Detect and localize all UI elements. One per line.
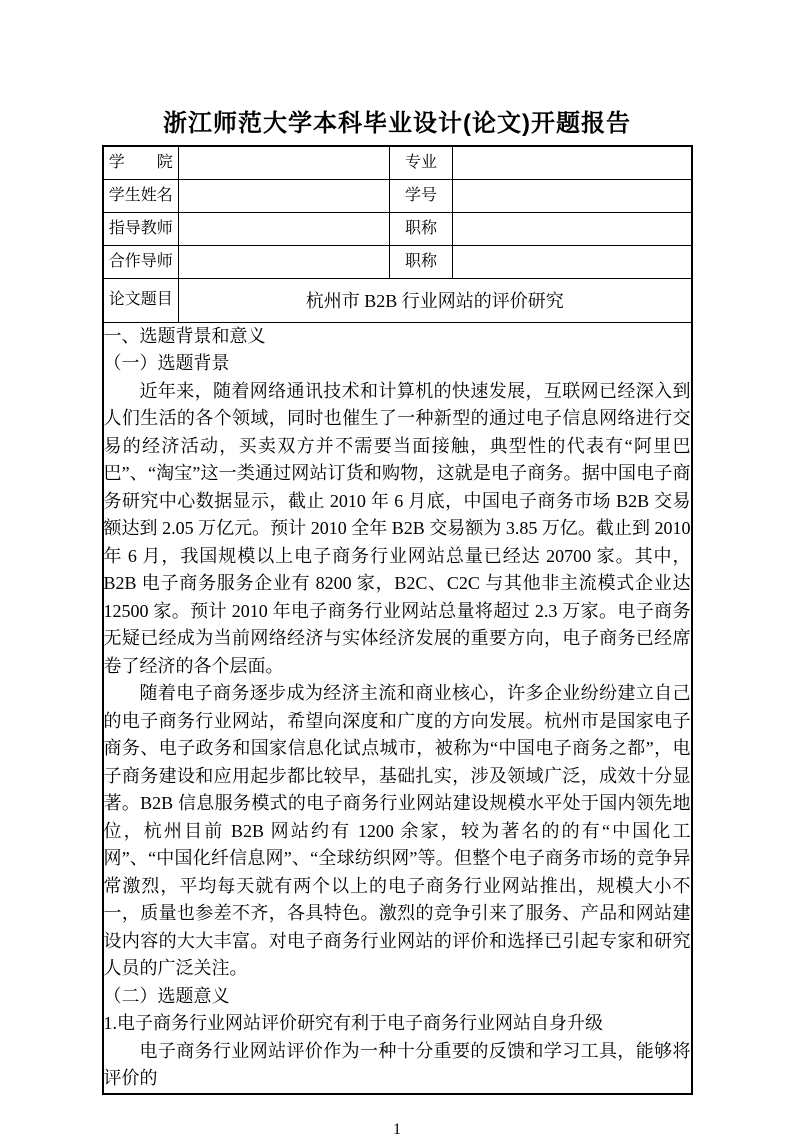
info-table [102,145,693,1095]
page-number: 1 [393,1120,401,1138]
numbered-point-website-upgrade: 1.电子商务行业网站评价研究有利于电子商务行业网站自身升级 [103,1013,603,1033]
thesis-title-label: 论文题目 [103,278,179,322]
advisor-label: 指导教师 [103,212,179,245]
content-cell [103,322,692,1094]
row-name-id [103,179,692,212]
paragraph-background-2: 随着电子商务逐步成为经济主流和商业核心，许多企业纷纷建立自己的电子商务行业网站，希望向深度和广度的方向发展。杭州市是国家电子商务、电子政务和国家信息化试点城市，被称为“中国电子商务之都”，电子商务建设和应用起步都比较早，基础扎实，涉及领域广泛，成效十分显著。B2B 信息服务模式的电子商务行业网站建设规模水平处于国内领先地位，杭州目前 B2B 网站约有 1200 余家，较为著名的的有“中国化工网”、“中国化纤信息网”、“全球纺织网”等。但整个电子商务市场的竞争异常激烈，平均每天就有两个以上的电子商务行业网站推出，规模大小不一，质量也参差不齐，各具特色。激烈的竞争引来了服务、产品和网站建设内容的大大丰富。对电子商务行业网站的评价和选择已引起专家和研究人员的广泛关注。 [103,683,691,978]
paragraph-background-1: 近年来，随着网络通讯技术和计算机的快速发展，互联网已经深入到人们生活的各个领域，同时也催生了一种新型的通过电子信息网络进行交易的经济活动，买卖双方并不需要当面接触，典型性的代表有“阿里巴巴”、“淘宝”这一类通过网站订货和购物，这就是电子商务。据中国电子商务研究中心数据显示，截止 2010 年 6 月底，中国电子商务市场 B2B 交易额达到 2.05 万亿元。预计 2010 全年 B2B 交易额为 3.85 万亿。截止到 2010 年 6 月，我国规模以上电子商务行业网站总量已经达 20700 家。其中，B2B 电子商务服务企业有 8200 家，B2C、C2C 与其他非主流模式企业达 12500 家。预计 2010 年电子商务行业网站总量将超过 2.3 万家。电子商务无疑已经成为当前网络经济与实体经济发展的重要方向，电子商务已经席卷了经济的各个层面。 [103,380,691,676]
student-name-label: 学生姓名 [103,179,179,212]
co-advisor-label: 合作导师 [103,245,179,278]
row-advisor [103,212,692,245]
student-name-value-field [179,179,390,212]
row-co-advisor [103,245,692,278]
college-label: 学 院 [103,146,179,179]
advisor-value-field [179,212,390,245]
subsection-heading-background: （一）选题背景 [103,353,230,373]
co-advisor-value-field [179,245,390,278]
major-label: 专业 [390,146,453,179]
advisor-title-label: 职称 [390,212,453,245]
student-id-label: 学号 [390,179,453,212]
section-heading-background-significance: 一、选题背景和意义 [103,325,266,346]
advisor-title-value-field [453,212,692,245]
row-college-major [103,146,692,179]
row-content [103,322,692,1094]
major-value-field [453,146,692,179]
row-thesis-title [103,278,692,322]
college-value-field [179,146,390,179]
co-advisor-title-label: 职称 [390,245,453,278]
document-title: 浙江师范大学本科毕业设计(论文)开题报告 [163,110,631,137]
thesis-title-value: 杭州市 B2B 行业网站的评价研究 [179,278,692,322]
paragraph-significance-1: 电子商务行业网站评价作为一种十分重要的反馈和学习工具，能够将评价的 [103,1040,691,1088]
co-advisor-title-value-field [453,245,692,278]
student-id-value-field [453,179,692,212]
subsection-heading-significance: （二）选题意义 [103,985,230,1006]
